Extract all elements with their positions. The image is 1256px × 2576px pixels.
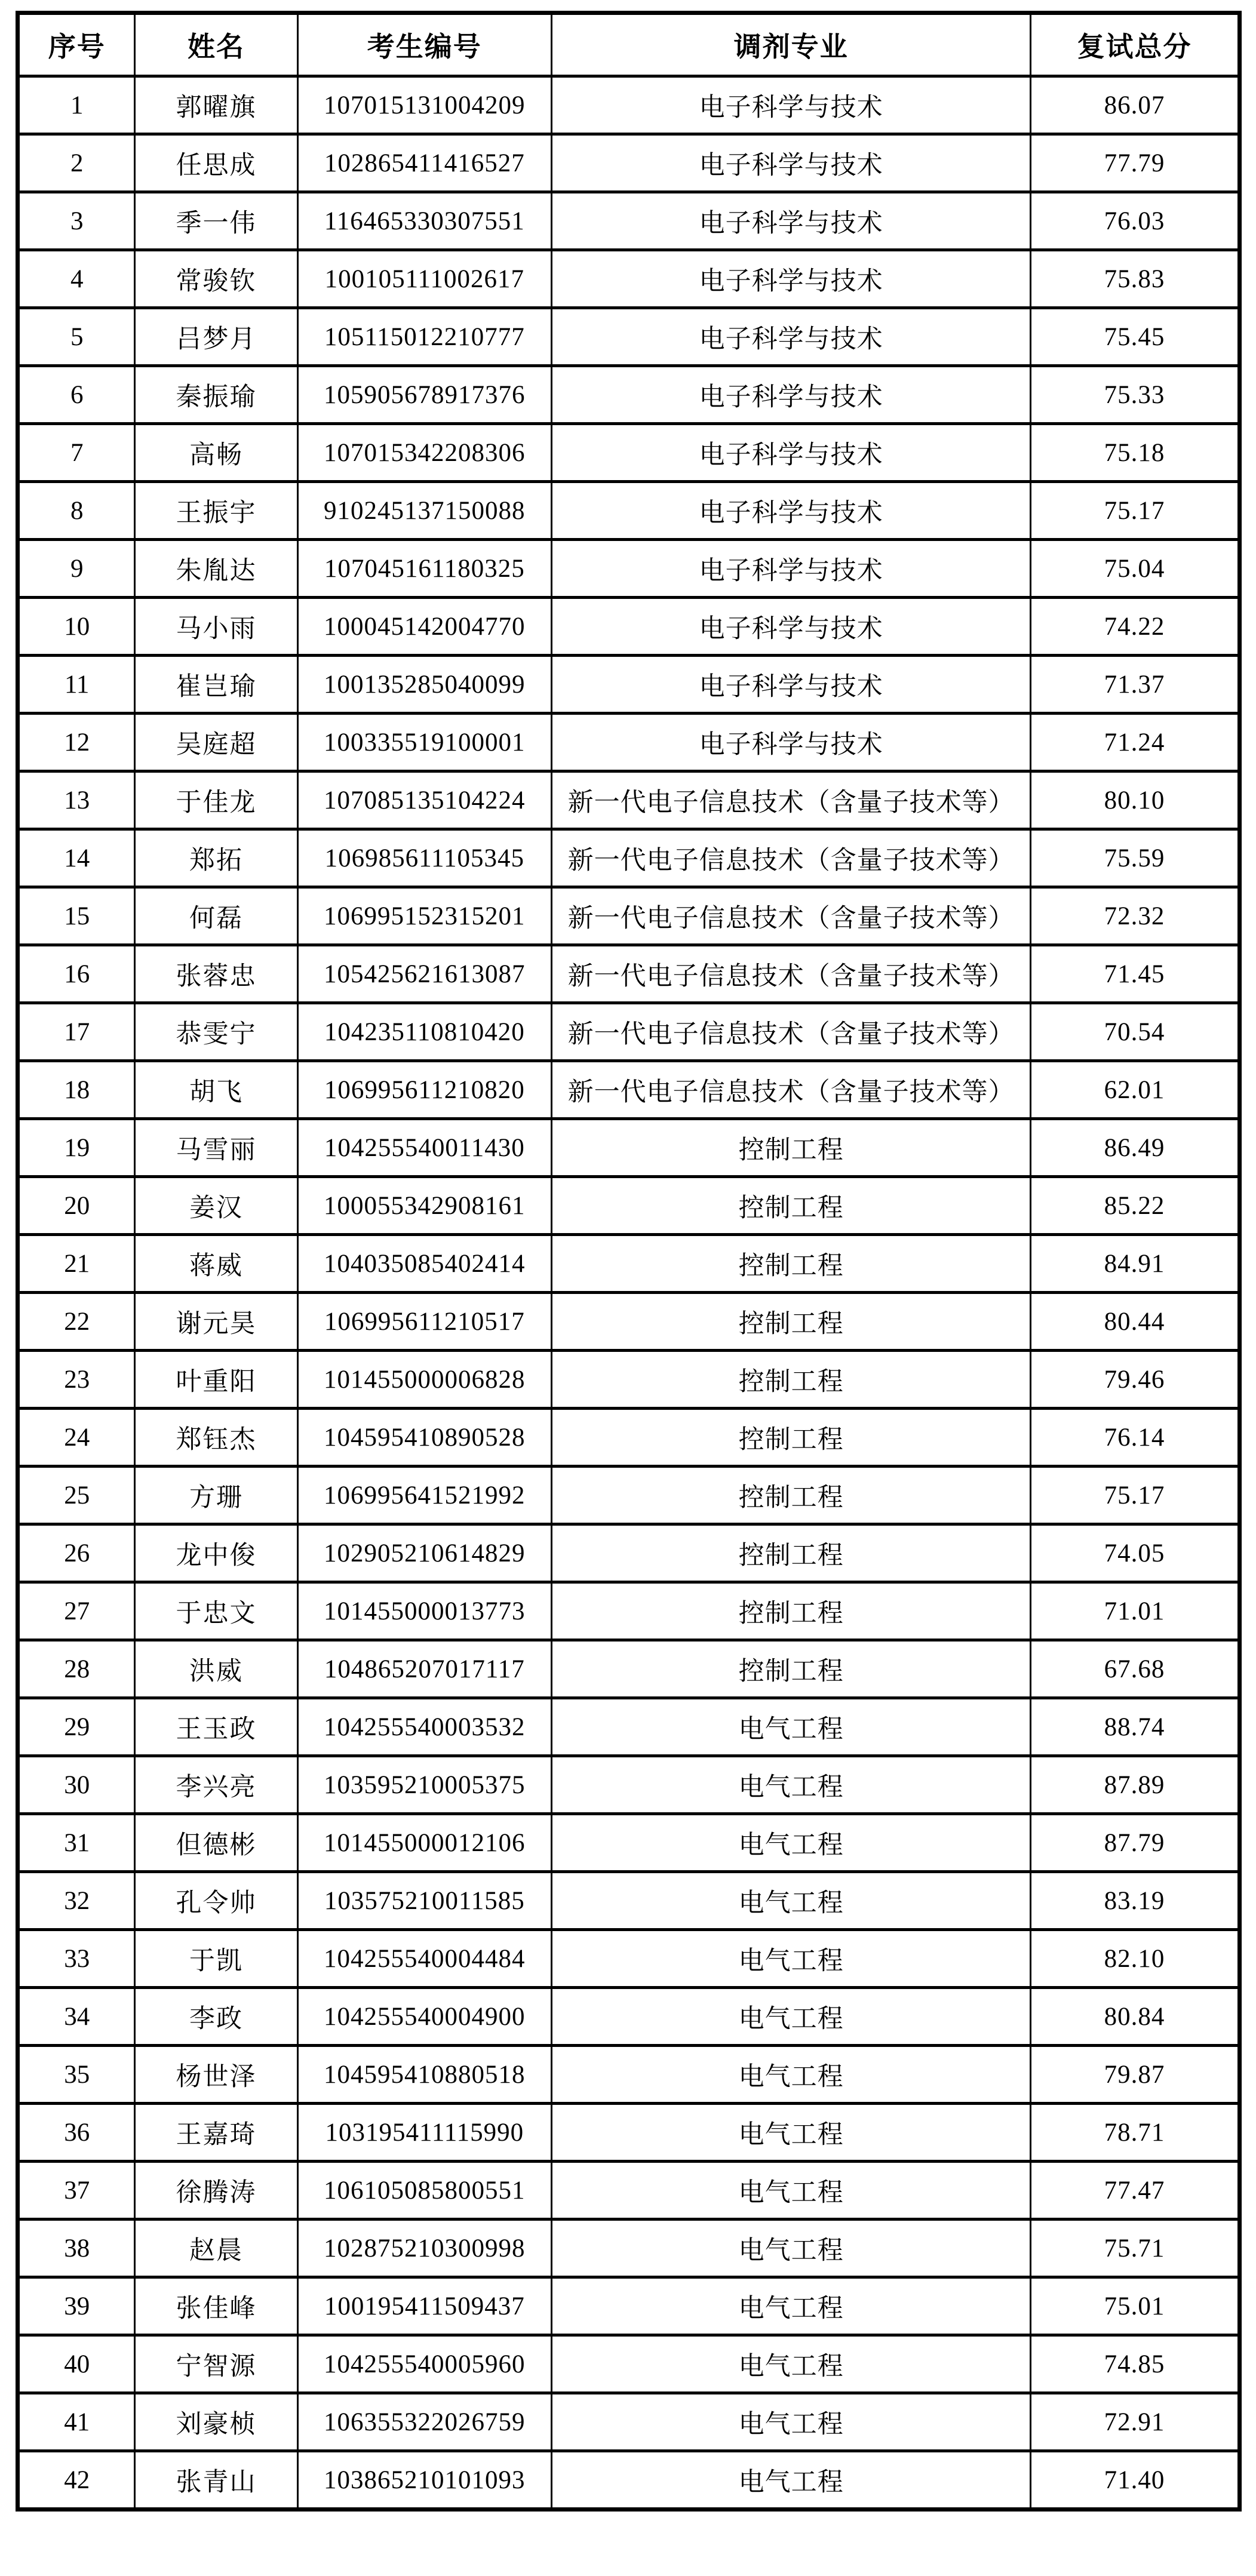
candidate-id-cell: 106985611105345 <box>297 829 552 887</box>
table-row <box>18 2335 1240 2393</box>
score-cell: 76.14 <box>1031 1409 1240 1467</box>
candidate-id-cell: 103595210005375 <box>297 1756 552 1814</box>
score-cell: 75.71 <box>1031 2220 1240 2277</box>
serial-cell: 23 <box>18 1351 135 1409</box>
table-row <box>18 1756 1240 1814</box>
name-cell: 宁智源 <box>135 2335 297 2393</box>
candidate-id-cell: 104595410890528 <box>297 1409 552 1467</box>
major-cell: 电气工程 <box>552 2451 1031 2510</box>
candidate-id-cell: 103575210011585 <box>297 1872 552 1930</box>
serial-cell: 19 <box>18 1119 135 1177</box>
score-cell: 77.47 <box>1031 2162 1240 2220</box>
score-cell: 83.19 <box>1031 1872 1240 1930</box>
score-cell: 75.18 <box>1031 424 1240 482</box>
candidate-id-cell: 107015342208306 <box>297 424 552 482</box>
major-cell: 电子科学与技术 <box>552 250 1031 308</box>
major-cell: 新一代电子信息技术（含量子技术等） <box>552 887 1031 945</box>
table-row <box>18 2393 1240 2451</box>
candidate-id-cell: 100135285040099 <box>297 656 552 714</box>
score-cell: 78.71 <box>1031 2104 1240 2162</box>
serial-cell: 4 <box>18 250 135 308</box>
name-cell: 张佳峰 <box>135 2277 297 2335</box>
candidate-id-cell: 103195411115990 <box>297 2104 552 2162</box>
serial-cell: 35 <box>18 2046 135 2104</box>
table-row <box>18 1119 1240 1177</box>
serial-cell: 10 <box>18 598 135 656</box>
name-cell: 秦振瑜 <box>135 366 297 424</box>
name-cell: 郭曜旗 <box>135 76 297 134</box>
serial-cell: 14 <box>18 829 135 887</box>
score-cell: 75.04 <box>1031 540 1240 598</box>
candidate-id-cell: 100045142004770 <box>297 598 552 656</box>
major-cell: 新一代电子信息技术（含量子技术等） <box>552 771 1031 829</box>
table-row <box>18 1814 1240 1872</box>
name-cell: 方珊 <box>135 1467 297 1524</box>
major-cell: 电子科学与技术 <box>552 134 1031 192</box>
major-cell: 电气工程 <box>552 2220 1031 2277</box>
major-cell: 新一代电子信息技术（含量子技术等） <box>552 945 1031 1003</box>
name-cell: 崔岂瑜 <box>135 656 297 714</box>
serial-cell: 27 <box>18 1582 135 1640</box>
candidate-id-cell: 100335519100001 <box>297 714 552 771</box>
table-row <box>18 2451 1240 2510</box>
table-row <box>18 1988 1240 2046</box>
table-row <box>18 1293 1240 1351</box>
serial-cell: 3 <box>18 192 135 250</box>
score-cell: 71.01 <box>1031 1582 1240 1640</box>
major-cell: 控制工程 <box>552 1409 1031 1467</box>
score-cell: 62.01 <box>1031 1061 1240 1119</box>
table-row <box>18 829 1240 887</box>
table-row <box>18 540 1240 598</box>
serial-cell: 33 <box>18 1930 135 1988</box>
name-cell: 张青山 <box>135 2451 297 2510</box>
major-cell: 控制工程 <box>552 1582 1031 1640</box>
score-cell: 71.37 <box>1031 656 1240 714</box>
table-row <box>18 250 1240 308</box>
name-cell: 刘豪桢 <box>135 2393 297 2451</box>
name-cell: 于凯 <box>135 1930 297 1988</box>
score-cell: 86.49 <box>1031 1119 1240 1177</box>
table-row <box>18 1061 1240 1119</box>
serial-cell: 36 <box>18 2104 135 2162</box>
table-row <box>18 2046 1240 2104</box>
name-cell: 叶重阳 <box>135 1351 297 1409</box>
score-cell: 67.68 <box>1031 1640 1240 1698</box>
major-cell: 电气工程 <box>552 1698 1031 1756</box>
major-cell: 控制工程 <box>552 1351 1031 1409</box>
candidate-id-cell: 101455000013773 <box>297 1582 552 1640</box>
serial-cell: 11 <box>18 656 135 714</box>
score-cell: 75.01 <box>1031 2277 1240 2335</box>
candidate-id-cell: 106355322026759 <box>297 2393 552 2451</box>
candidate-id-cell: 104255540004900 <box>297 1988 552 2046</box>
serial-cell: 1 <box>18 76 135 134</box>
candidate-id-cell: 104255540003532 <box>297 1698 552 1756</box>
major-cell: 电气工程 <box>552 2104 1031 2162</box>
score-cell: 79.46 <box>1031 1351 1240 1409</box>
score-cell: 84.91 <box>1031 1235 1240 1293</box>
score-cell: 87.89 <box>1031 1756 1240 1814</box>
candidate-id-cell: 101455000012106 <box>297 1814 552 1872</box>
serial-cell: 13 <box>18 771 135 829</box>
serial-cell: 40 <box>18 2335 135 2393</box>
serial-cell: 18 <box>18 1061 135 1119</box>
column-header-serial: 序号 <box>18 13 135 76</box>
major-cell: 电气工程 <box>552 1756 1031 1814</box>
table-row <box>18 2162 1240 2220</box>
name-cell: 恭雯宁 <box>135 1003 297 1061</box>
score-cell: 74.85 <box>1031 2335 1240 2393</box>
score-table <box>16 11 1242 2512</box>
table-row <box>18 2104 1240 2162</box>
score-cell: 76.03 <box>1031 192 1240 250</box>
candidate-id-cell: 107045161180325 <box>297 540 552 598</box>
name-cell: 李兴亮 <box>135 1756 297 1814</box>
candidate-id-cell: 101455000006828 <box>297 1351 552 1409</box>
score-cell: 80.10 <box>1031 771 1240 829</box>
name-cell: 赵晨 <box>135 2220 297 2277</box>
major-cell: 控制工程 <box>552 1467 1031 1524</box>
serial-cell: 17 <box>18 1003 135 1061</box>
major-cell: 电子科学与技术 <box>552 598 1031 656</box>
major-cell: 电气工程 <box>552 1872 1031 1930</box>
name-cell: 于忠文 <box>135 1582 297 1640</box>
serial-cell: 26 <box>18 1524 135 1582</box>
candidate-id-cell: 104255540005960 <box>297 2335 552 2393</box>
name-cell: 马小雨 <box>135 598 297 656</box>
major-cell: 电气工程 <box>552 1814 1031 1872</box>
score-cell: 88.74 <box>1031 1698 1240 1756</box>
candidate-id-cell: 106995641521992 <box>297 1467 552 1524</box>
serial-cell: 34 <box>18 1988 135 2046</box>
name-cell: 徐腾涛 <box>135 2162 297 2220</box>
name-cell: 杨世泽 <box>135 2046 297 2104</box>
table-row <box>18 1409 1240 1467</box>
column-header-major: 调剂专业 <box>552 13 1031 76</box>
name-cell: 孔令帅 <box>135 1872 297 1930</box>
serial-cell: 2 <box>18 134 135 192</box>
candidate-id-cell: 105115012210777 <box>297 308 552 366</box>
major-cell: 电气工程 <box>552 1988 1031 2046</box>
candidate-id-cell: 106105085800551 <box>297 2162 552 2220</box>
candidate-id-cell: 100105111002617 <box>297 250 552 308</box>
major-cell: 控制工程 <box>552 1177 1031 1235</box>
serial-cell: 37 <box>18 2162 135 2220</box>
candidate-id-cell: 105425621613087 <box>297 945 552 1003</box>
name-cell: 王玉政 <box>135 1698 297 1756</box>
table-row <box>18 2220 1240 2277</box>
table-row <box>18 771 1240 829</box>
major-cell: 控制工程 <box>552 1119 1031 1177</box>
column-header-score: 复试总分 <box>1031 13 1240 76</box>
table-row <box>18 1235 1240 1293</box>
score-cell: 85.22 <box>1031 1177 1240 1235</box>
table-row <box>18 945 1240 1003</box>
serial-cell: 41 <box>18 2393 135 2451</box>
header-row <box>18 13 1240 76</box>
serial-cell: 16 <box>18 945 135 1003</box>
table-row <box>18 192 1240 250</box>
candidate-id-cell: 105905678917376 <box>297 366 552 424</box>
table-row <box>18 1698 1240 1756</box>
table-row <box>18 1177 1240 1235</box>
table-row <box>18 482 1240 540</box>
score-cell: 87.79 <box>1031 1814 1240 1872</box>
serial-cell: 22 <box>18 1293 135 1351</box>
name-cell: 吕梦月 <box>135 308 297 366</box>
serial-cell: 32 <box>18 1872 135 1930</box>
serial-cell: 25 <box>18 1467 135 1524</box>
serial-cell: 42 <box>18 2451 135 2510</box>
serial-cell: 29 <box>18 1698 135 1756</box>
major-cell: 电气工程 <box>552 2046 1031 2104</box>
score-cell: 80.44 <box>1031 1293 1240 1351</box>
major-cell: 电气工程 <box>552 2335 1031 2393</box>
score-cell: 74.22 <box>1031 598 1240 656</box>
table-header <box>18 13 1240 76</box>
name-cell: 何磊 <box>135 887 297 945</box>
name-cell: 季一伟 <box>135 192 297 250</box>
table-row <box>18 424 1240 482</box>
name-cell: 常骏钦 <box>135 250 297 308</box>
serial-cell: 15 <box>18 887 135 945</box>
score-cell: 75.59 <box>1031 829 1240 887</box>
score-cell: 71.24 <box>1031 714 1240 771</box>
candidate-id-cell: 104865207017117 <box>297 1640 552 1698</box>
serial-cell: 9 <box>18 540 135 598</box>
name-cell: 胡飞 <box>135 1061 297 1119</box>
table-row <box>18 598 1240 656</box>
name-cell: 李政 <box>135 1988 297 2046</box>
major-cell: 电子科学与技术 <box>552 424 1031 482</box>
candidate-id-cell: 104255540011430 <box>297 1119 552 1177</box>
name-cell: 但德彬 <box>135 1814 297 1872</box>
name-cell: 马雪丽 <box>135 1119 297 1177</box>
serial-cell: 6 <box>18 366 135 424</box>
serial-cell: 30 <box>18 1756 135 1814</box>
major-cell: 新一代电子信息技术（含量子技术等） <box>552 1003 1031 1061</box>
serial-cell: 7 <box>18 424 135 482</box>
candidate-id-cell: 107085135104224 <box>297 771 552 829</box>
candidate-id-cell: 106995611210820 <box>297 1061 552 1119</box>
serial-cell: 28 <box>18 1640 135 1698</box>
candidate-id-cell: 107015131004209 <box>297 76 552 134</box>
major-cell: 电子科学与技术 <box>552 308 1031 366</box>
candidate-id-cell: 106995152315201 <box>297 887 552 945</box>
name-cell: 于佳龙 <box>135 771 297 829</box>
candidate-id-cell: 104035085402414 <box>297 1235 552 1293</box>
candidate-id-cell: 104235110810420 <box>297 1003 552 1061</box>
table-row <box>18 1524 1240 1582</box>
candidate-id-cell: 910245137150088 <box>297 482 552 540</box>
name-cell: 郑钰杰 <box>135 1409 297 1467</box>
serial-cell: 8 <box>18 482 135 540</box>
candidate-id-cell: 103865210101093 <box>297 2451 552 2510</box>
major-cell: 电气工程 <box>552 2162 1031 2220</box>
name-cell: 张蓉忠 <box>135 945 297 1003</box>
major-cell: 新一代电子信息技术（含量子技术等） <box>552 1061 1031 1119</box>
name-cell: 龙中俊 <box>135 1524 297 1582</box>
table-row <box>18 366 1240 424</box>
score-cell: 82.10 <box>1031 1930 1240 1988</box>
score-cell: 71.40 <box>1031 2451 1240 2510</box>
score-cell: 72.91 <box>1031 2393 1240 2451</box>
score-cell: 77.79 <box>1031 134 1240 192</box>
major-cell: 电子科学与技术 <box>552 482 1031 540</box>
major-cell: 电子科学与技术 <box>552 714 1031 771</box>
name-cell: 吴庭超 <box>135 714 297 771</box>
serial-cell: 12 <box>18 714 135 771</box>
serial-cell: 38 <box>18 2220 135 2277</box>
major-cell: 电子科学与技术 <box>552 192 1031 250</box>
major-cell: 控制工程 <box>552 1235 1031 1293</box>
candidate-id-cell: 106995611210517 <box>297 1293 552 1351</box>
major-cell: 电子科学与技术 <box>552 76 1031 134</box>
table-row <box>18 1003 1240 1061</box>
table-row <box>18 76 1240 134</box>
table-row <box>18 887 1240 945</box>
major-cell: 电气工程 <box>552 1930 1031 1988</box>
score-cell: 75.45 <box>1031 308 1240 366</box>
table-row <box>18 714 1240 771</box>
candidate-id-cell: 102905210614829 <box>297 1524 552 1582</box>
candidate-id-cell: 102875210300998 <box>297 2220 552 2277</box>
name-cell: 王振宇 <box>135 482 297 540</box>
column-header-candidate-id: 考生编号 <box>297 13 552 76</box>
table-row <box>18 2277 1240 2335</box>
serial-cell: 24 <box>18 1409 135 1467</box>
score-cell: 80.84 <box>1031 1988 1240 2046</box>
name-cell: 高畅 <box>135 424 297 482</box>
table-row <box>18 656 1240 714</box>
candidate-id-cell: 100195411509437 <box>297 2277 552 2335</box>
major-cell: 电子科学与技术 <box>552 366 1031 424</box>
major-cell: 电子科学与技术 <box>552 540 1031 598</box>
score-cell: 75.83 <box>1031 250 1240 308</box>
name-cell: 朱胤达 <box>135 540 297 598</box>
score-cell: 71.45 <box>1031 945 1240 1003</box>
name-cell: 洪威 <box>135 1640 297 1698</box>
major-cell: 电气工程 <box>552 2393 1031 2451</box>
name-cell: 蒋威 <box>135 1235 297 1293</box>
serial-cell: 20 <box>18 1177 135 1235</box>
table-row <box>18 308 1240 366</box>
score-cell: 74.05 <box>1031 1524 1240 1582</box>
score-cell: 79.87 <box>1031 2046 1240 2104</box>
score-cell: 86.07 <box>1031 76 1240 134</box>
major-cell: 控制工程 <box>552 1640 1031 1698</box>
candidate-id-cell: 104595410880518 <box>297 2046 552 2104</box>
column-header-name: 姓名 <box>135 13 297 76</box>
table-row <box>18 1930 1240 1988</box>
candidate-id-cell: 102865411416527 <box>297 134 552 192</box>
score-cell: 75.17 <box>1031 482 1240 540</box>
table-row <box>18 1467 1240 1524</box>
name-cell: 姜汉 <box>135 1177 297 1235</box>
name-cell: 任思成 <box>135 134 297 192</box>
name-cell: 王嘉琦 <box>135 2104 297 2162</box>
name-cell: 谢元昊 <box>135 1293 297 1351</box>
major-cell: 电气工程 <box>552 2277 1031 2335</box>
major-cell: 控制工程 <box>552 1293 1031 1351</box>
table-row <box>18 134 1240 192</box>
table-row <box>18 1351 1240 1409</box>
major-cell: 电子科学与技术 <box>552 656 1031 714</box>
table-row <box>18 1582 1240 1640</box>
candidate-id-cell: 100055342908161 <box>297 1177 552 1235</box>
serial-cell: 31 <box>18 1814 135 1872</box>
table-row <box>18 1640 1240 1698</box>
candidate-id-cell: 104255540004484 <box>297 1930 552 1988</box>
serial-cell: 5 <box>18 308 135 366</box>
score-cell: 70.54 <box>1031 1003 1240 1061</box>
candidate-id-cell: 116465330307551 <box>297 192 552 250</box>
major-cell: 控制工程 <box>552 1524 1031 1582</box>
name-cell: 郑拓 <box>135 829 297 887</box>
table-body <box>18 76 1240 2510</box>
score-cell: 72.32 <box>1031 887 1240 945</box>
table-row <box>18 1872 1240 1930</box>
serial-cell: 21 <box>18 1235 135 1293</box>
serial-cell: 39 <box>18 2277 135 2335</box>
major-cell: 新一代电子信息技术（含量子技术等） <box>552 829 1031 887</box>
score-cell: 75.33 <box>1031 366 1240 424</box>
score-cell: 75.17 <box>1031 1467 1240 1524</box>
